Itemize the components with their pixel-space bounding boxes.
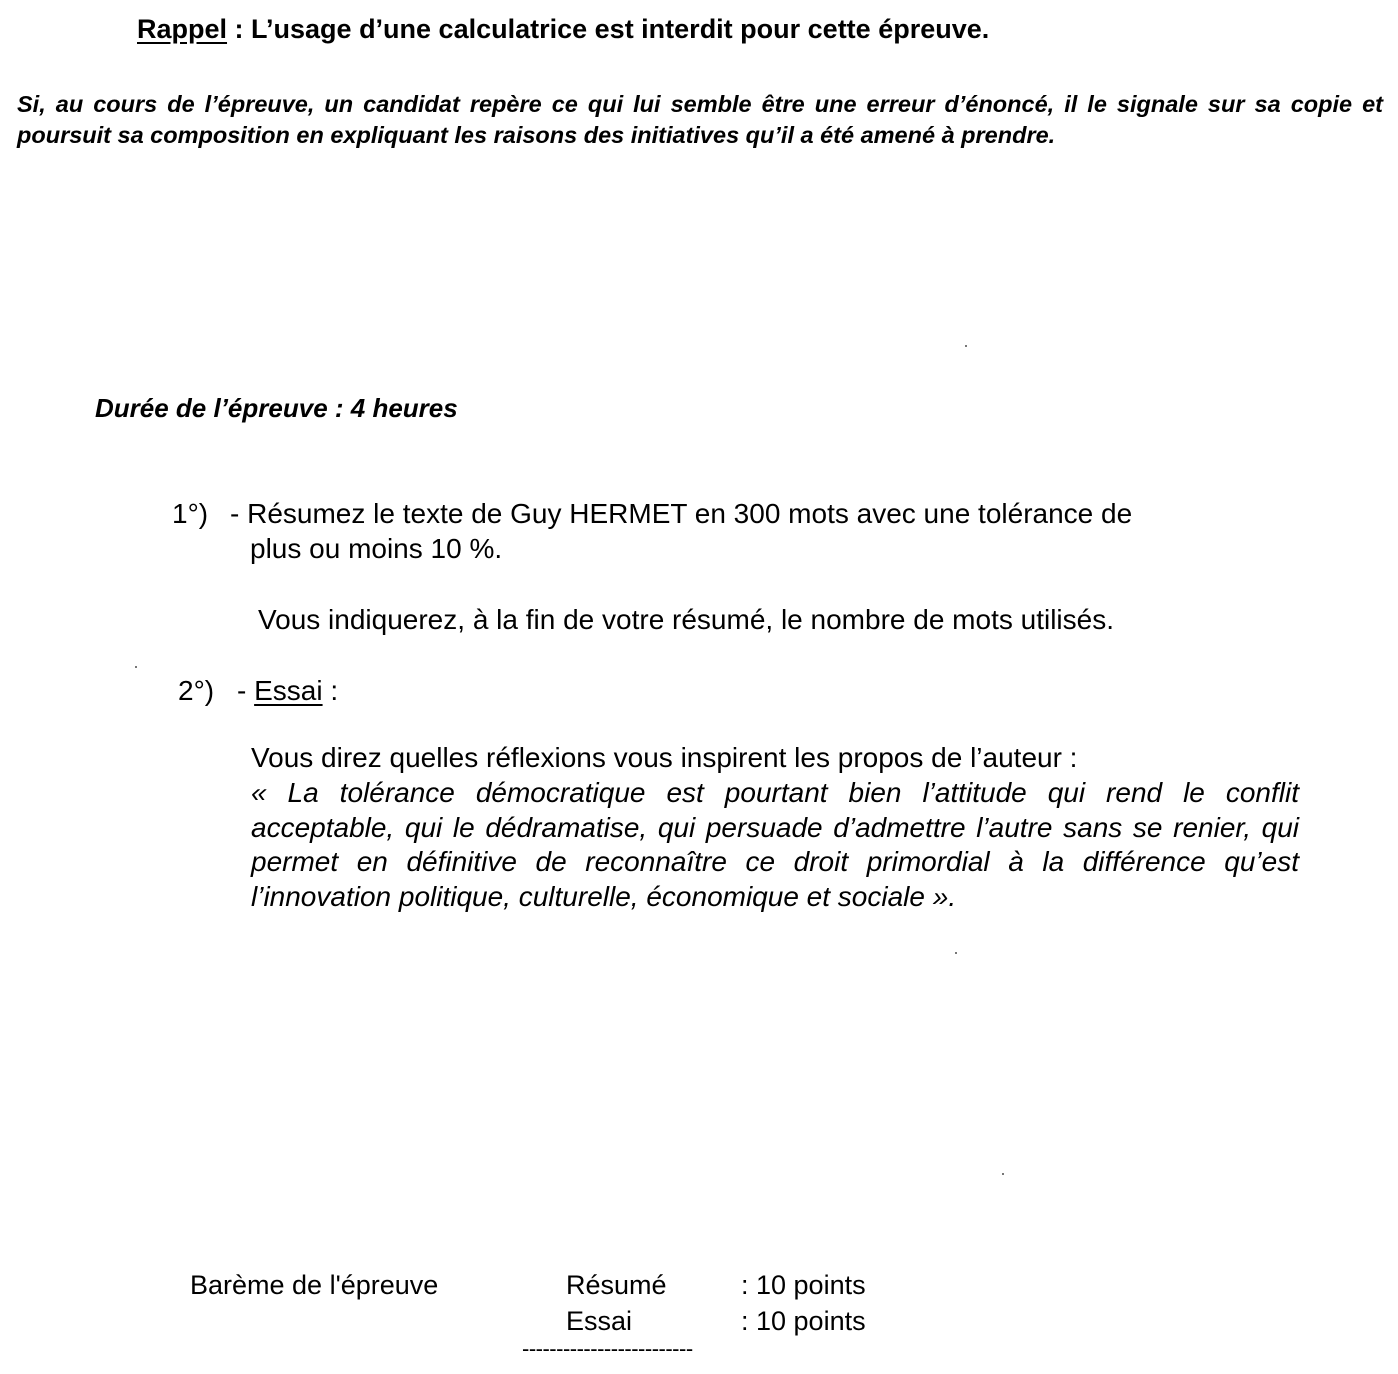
exam-duration: Durée de l’épreuve : 4 heures — [95, 393, 458, 423]
grading-item-value: : 10 points — [741, 1270, 866, 1300]
scan-speck — [955, 952, 957, 954]
question-1-note: Vous indiquerez, à la fin de votre résumé, le nombre de mots utilisés. — [258, 604, 1114, 635]
grading-item-name: Essai — [566, 1306, 633, 1336]
grading-item-value: : 10 points — [741, 1306, 866, 1336]
scan-speck — [1002, 1173, 1004, 1175]
question-2-colon: : — [322, 675, 339, 706]
end-separator: ------------------------- — [522, 1336, 693, 1361]
grading-scale-label: Barème de l'épreuve — [190, 1270, 439, 1300]
question-2-number: 2°) — [178, 675, 215, 706]
author-quote: « La tolérance démocratique est pourtant bien l’attitude qui rend le conflit acceptable, qui le dédramatise, qui persuade d’admettre l’autre sans se renier, qui permet en définitive de reconnaître ce droit primordial à la différence qu’est l’innovation politique, culturelle, économique et sociale ». — [251, 777, 1299, 912]
reminder-line — [137, 14, 989, 45]
question-2-intro: Vous direz quelles réflexions vous inspirent les propos de l’auteur : — [251, 742, 1078, 773]
scan-speck — [965, 345, 967, 347]
question-2-heading — [237, 674, 338, 708]
question-2-dash: - — [237, 675, 255, 706]
scan-speck — [135, 666, 137, 668]
question-1-number: 1°) — [172, 498, 209, 529]
grading-item-name: Résumé — [566, 1270, 667, 1300]
question-1-instruction-line1: - Résumez le texte de Guy HERMET en 300 mots avec une tolérance de — [230, 498, 1133, 529]
question-1-instruction-line2: plus ou moins 10 %. — [250, 533, 503, 564]
reminder-label: Rappel — [137, 14, 228, 44]
error-notice-paragraph: Si, au cours de l’épreuve, un candidat repère ce qui lui semble être une erreur d’énoncé, il le signale sur sa copie et poursuit sa composition en expliquant les raisons des initiatives qu’il a été amené à prendre. — [17, 91, 1383, 148]
question-2-title: Essai — [254, 675, 323, 706]
reminder-text: : L’usage d’une calculatrice est interdit pour cette épreuve. — [227, 14, 990, 44]
